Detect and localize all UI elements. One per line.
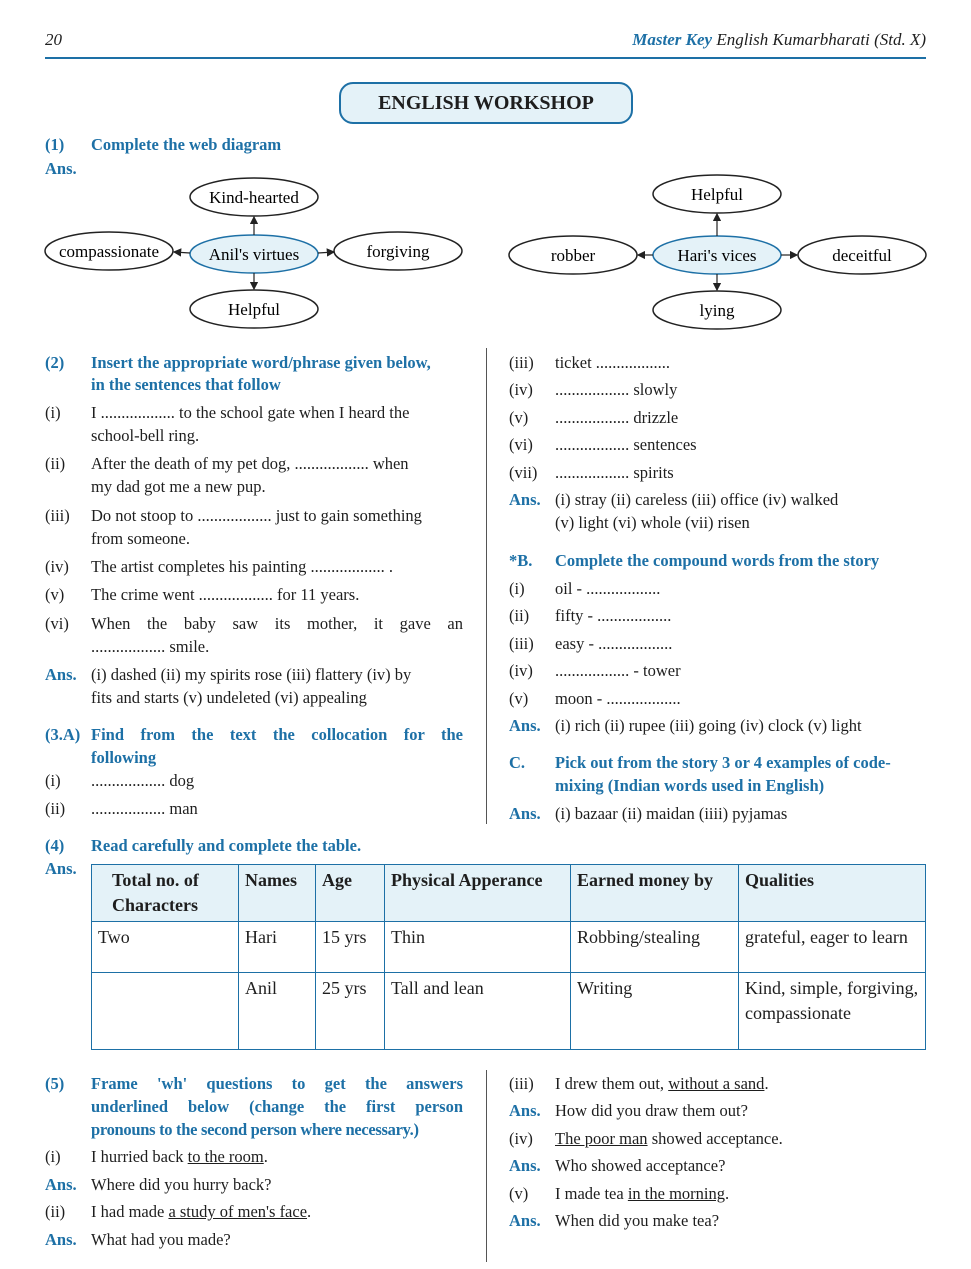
q2-item-line: I .................. to the school gate when I heard the — [91, 403, 410, 422]
q2-item-line: school-bell ring. — [91, 426, 200, 445]
web-anil-center: Anil's virtues — [208, 245, 300, 264]
table-header-row — [92, 865, 926, 922]
q3b-item: oil - .................. — [555, 579, 661, 598]
q3c-answer: (i) bazaar (ii) maidan (iiii) pyjamas — [555, 804, 788, 823]
underlined-answer: to the room — [187, 1147, 264, 1166]
page-number: 20 — [45, 30, 62, 49]
table-row — [92, 922, 926, 973]
q2-number: (2) — [45, 353, 65, 372]
q5-question: I had made a study of men's face. — [91, 1202, 312, 1221]
q5-ans-label: Ans. — [45, 1175, 77, 1194]
web-hari-right: deceitful — [832, 246, 892, 265]
web-diagram-anil — [45, 178, 462, 328]
q5-item-num: (i) — [45, 1147, 61, 1166]
table-header-cell: Names — [239, 865, 316, 922]
q5-ans-label: Ans. — [45, 1230, 77, 1249]
q2-title-line2: in the sentences that follow — [91, 375, 281, 394]
q3a-item: ticket .................. — [555, 353, 671, 372]
q2-answer-line2: fits and starts (v) undeleted (vi) appealing — [91, 688, 367, 707]
q3a-number: (3.A) — [45, 725, 81, 744]
q3a-item: .................. man — [91, 799, 198, 818]
q4-title: Read carefully and complete the table. — [91, 836, 362, 855]
q2-item-line: The artist completes his painting .................. . — [91, 557, 393, 576]
q5-answer: What had you made? — [91, 1230, 231, 1249]
web-anil-top: Kind-hearted — [209, 188, 299, 207]
q3b-item: .................. - tower — [555, 661, 681, 680]
brand-name: Master Key — [632, 30, 713, 49]
column-divider-upper — [486, 348, 487, 824]
q2-item-num: (i) — [45, 403, 61, 422]
underlined-answer: a study of men's face — [168, 1202, 308, 1221]
q5-ans-label: Ans. — [509, 1211, 541, 1230]
q3b-item-num: (v) — [509, 689, 529, 708]
q3c-title-line2: mixing (Indian words used in English) — [555, 776, 825, 795]
q2-item-line: my dad got me a new pup. — [91, 477, 266, 496]
table-cell — [92, 973, 239, 1050]
book-title — [632, 30, 926, 50]
q3b-item: fifty - .................. — [555, 606, 672, 625]
table-header-cell: Age — [316, 865, 385, 922]
q3a-item-num: (vi) — [509, 435, 533, 454]
table-cell: grateful, eager to learn — [739, 922, 926, 973]
q5-number: (5) — [45, 1074, 65, 1093]
q5-item-num: (iv) — [509, 1129, 533, 1148]
q1-ans-label: Ans. — [45, 159, 77, 178]
q1-title: Complete the web diagram — [91, 135, 282, 154]
q5-answer: How did you draw them out? — [555, 1101, 748, 1120]
workshop-title: ENGLISH WORKSHOP — [339, 82, 633, 124]
underlined-answer: The poor man — [555, 1129, 648, 1148]
web-hari-top: Helpful — [691, 185, 743, 204]
table-cell: 25 yrs — [316, 973, 385, 1050]
q2-item-line: The crime went .................. for 11 years. — [91, 585, 360, 604]
q3a-item-num: (iii) — [509, 353, 534, 372]
q5-ans-label: Ans. — [509, 1101, 541, 1120]
table-row — [92, 973, 926, 1050]
q3a-title-line2: following — [91, 748, 157, 767]
web-hari-left: robber — [550, 246, 596, 265]
q5-item-num: (ii) — [45, 1202, 66, 1221]
table-header-cell: Total no. of Characters — [92, 865, 239, 922]
table-header-cell: Earned money by — [571, 865, 739, 922]
table-cell: Thin — [385, 922, 571, 973]
q3b-ans-label: Ans. — [509, 716, 541, 735]
book-title-rest: English Kumarbharati (Std. X) — [712, 30, 926, 49]
web-hari-bottom: lying — [699, 301, 735, 320]
q3b-item: moon - .................. — [555, 689, 681, 708]
table-cell: Anil — [239, 973, 316, 1050]
q3a-item: .................. slowly — [555, 380, 678, 399]
q5-title-line2: underlined below (change the first person — [91, 1097, 463, 1116]
q3b-answer: (i) rich (ii) rupee (iii) going (iv) clock (v) light — [555, 716, 862, 735]
q3b-number: *B. — [509, 551, 533, 570]
q5-answer: Who showed acceptance? — [555, 1156, 726, 1175]
q3b-item-num: (i) — [509, 579, 525, 598]
q5-title-line3: pronouns to the second person where necessary.) — [91, 1120, 419, 1139]
q5-question: I drew them out, without a sand. — [555, 1074, 769, 1093]
q4-number: (4) — [45, 836, 65, 855]
table-cell: 15 yrs — [316, 922, 385, 973]
table-cell: Two — [92, 922, 239, 973]
header-rule — [45, 57, 926, 59]
q3b-item-num: (iv) — [509, 661, 533, 680]
web-anil-bottom: Helpful — [228, 300, 280, 319]
q1-number: (1) — [45, 135, 65, 154]
q3a-item-num: (v) — [509, 408, 529, 427]
underlined-answer: without a sand — [668, 1074, 765, 1093]
web-anil-left: compassionate — [58, 242, 160, 261]
q2-answer-line1: (i) dashed (ii) my spirits rose (iii) flattery (iv) by — [91, 665, 412, 684]
q4-ans-label: Ans. — [45, 859, 77, 878]
q3c-number: C. — [509, 753, 526, 772]
q2-item-num: (v) — [45, 585, 65, 604]
column-divider-lower — [486, 1070, 487, 1262]
q5-question: I hurried back to the room. — [91, 1147, 268, 1166]
q3c-title-line1: Pick out from the story 3 or 4 examples of code- — [555, 753, 891, 772]
web-anil-right: forgiving — [366, 242, 430, 261]
table-header-cell: Qualities — [739, 865, 926, 922]
q3a-item-num: (vii) — [509, 463, 538, 482]
table-cell: Writing — [571, 973, 739, 1050]
table-cell: Robbing/stealing — [571, 922, 739, 973]
q5-item-num: (iii) — [509, 1074, 534, 1093]
characters-table — [91, 864, 926, 1050]
q2-item-num: (ii) — [45, 454, 66, 473]
q5-title-line1: Frame 'wh' questions to get the answers — [91, 1074, 463, 1093]
q5-item-num: (v) — [509, 1184, 529, 1203]
table-cell: Tall and lean — [385, 973, 571, 1050]
q3a-item: .................. dog — [91, 771, 195, 790]
web-diagrams — [0, 170, 971, 340]
q3a-answer-line2: (v) light (vi) whole (vii) risen — [555, 513, 750, 532]
q3a-item-num: (ii) — [45, 799, 66, 818]
q3a-title-line1: Find from the text the collocation for the — [91, 725, 463, 744]
q5-answer: When did you make tea? — [555, 1211, 720, 1230]
q3b-title: Complete the compound words from the story — [555, 551, 880, 570]
q2-item-num: (vi) — [45, 614, 69, 633]
q5-answer: Where did you hurry back? — [91, 1175, 272, 1194]
q2-item-line: Do not stoop to .................. just to gain something — [91, 506, 422, 525]
q2-item-num: (iii) — [45, 506, 70, 525]
web-diagram-hari — [509, 175, 926, 329]
web-hari-center: Hari's vices — [677, 246, 757, 265]
q3a-answer-line1: (i) stray (ii) careless (iii) office (iv) walked — [555, 490, 839, 509]
table-header-cell: Physical Apperance — [385, 865, 571, 922]
q2-item-line: from someone. — [91, 529, 190, 548]
q5-question: The poor man showed acceptance. — [555, 1129, 783, 1148]
q2-item-line: After the death of my pet dog, .................. when — [91, 454, 409, 473]
q3a-item: .................. drizzle — [555, 408, 679, 427]
table-cell: Hari — [239, 922, 316, 973]
q2-item-line: When the baby saw its mother, it gave an — [91, 614, 463, 633]
q3b-item-num: (ii) — [509, 606, 530, 625]
q2-title-line1: Insert the appropriate word/phrase given below, — [91, 353, 431, 372]
q2-item-line: .................. smile. — [91, 637, 210, 656]
q3a-item-num: (i) — [45, 771, 61, 790]
q3b-item: easy - .................. — [555, 634, 673, 653]
q3a-item-num: (iv) — [509, 380, 533, 399]
table-cell: Kind, simple, forgiving, compassionate — [739, 973, 926, 1050]
q3a-item: .................. sentences — [555, 435, 697, 454]
q3a-item: .................. spirits — [555, 463, 674, 482]
q5-question: I made tea in the morning. — [555, 1184, 730, 1203]
q5-ans-label: Ans. — [509, 1156, 541, 1175]
q3c-ans-label: Ans. — [509, 804, 541, 823]
underlined-answer: in the morning — [627, 1184, 725, 1203]
q3a-ans-label: Ans. — [509, 490, 541, 509]
q2-ans-label: Ans. — [45, 665, 77, 684]
q2-item-num: (iv) — [45, 557, 69, 576]
q3b-item-num: (iii) — [509, 634, 534, 653]
